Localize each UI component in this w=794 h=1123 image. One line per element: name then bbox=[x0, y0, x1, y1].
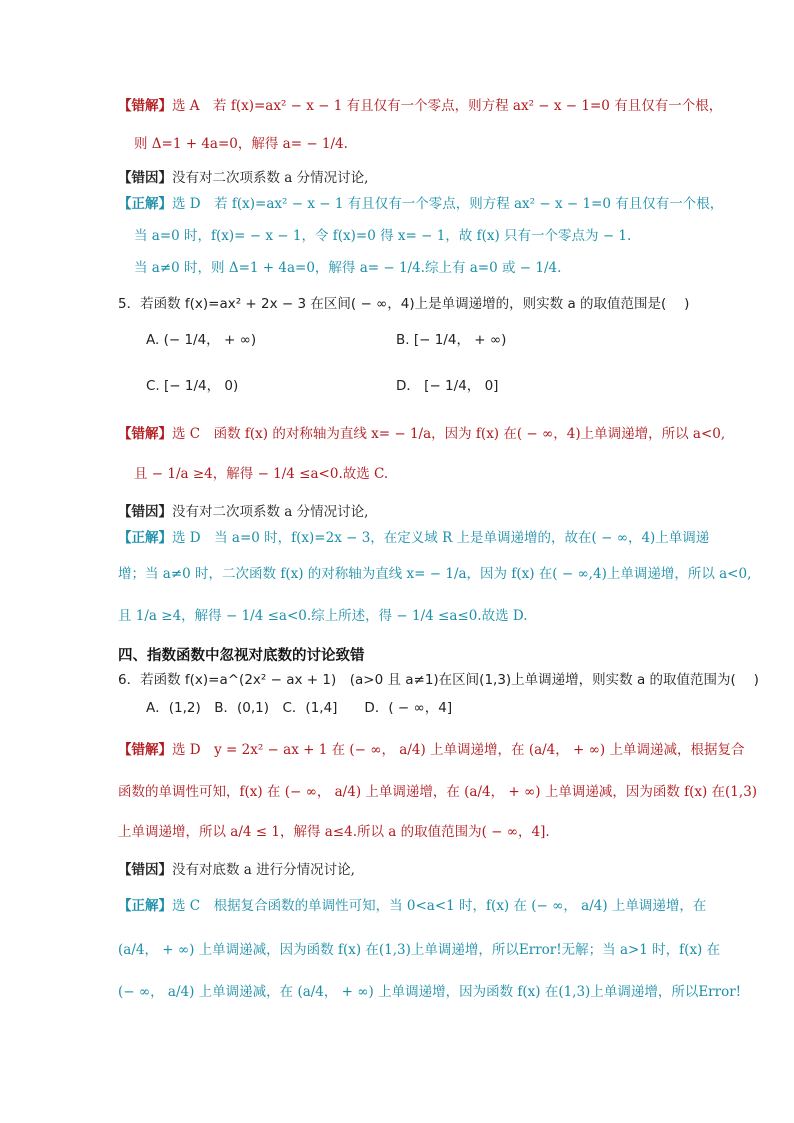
error-cause-tag: 【错因】 bbox=[118, 170, 172, 186]
section-heading: 四、指数函数中忽视对底数的讨论致错 bbox=[118, 648, 365, 664]
q6-wrong-line-1: 【错解】选 D y = 2x² − ax + 1 在 (− ∞， a/4) 上单调递增，在 (a/4， + ∞) 上单调递减，根据复合 bbox=[118, 742, 745, 758]
q5-wrong-line-1: 【错解】选 C 函数 f(x) 的对称轴为直线 x= − 1/a，因为 f(x) 在( − ∞，4)上单调递增，所以 a<0, bbox=[118, 426, 726, 442]
q6-wrong-line-3: 上单调递增，所以 a/4 ≤ 1，解得 a≤4.所以 a 的取值范围为( − ∞，4]. bbox=[118, 824, 550, 840]
q6-correct-line-1: 【正解】选 C 根据复合函数的单调性可知，当 0<a<1 时，f(x) 在 (− ∞， a/4) 上单调递增，在 bbox=[118, 898, 707, 914]
correct-solution-line-3: 当 a≠0 时，则 Δ=1 + 4a=0，解得 a= − 1/4.综上有 a=0 或 − 1/4. bbox=[134, 260, 562, 276]
question-5-stem: 5．若函数 f(x)=ax² + 2x − 3 在区间( − ∞，4)上是单调递增的，则实数 a 的取值范围是( ) bbox=[118, 296, 690, 312]
q5-option-d: D． [− 1/4， 0] bbox=[396, 378, 499, 394]
q5-option-a: A. (− 1/4， + ∞) bbox=[146, 332, 257, 348]
q5-option-c: C. [− 1/4， 0) bbox=[146, 378, 239, 394]
q5-wrong-tag: 【错解】 bbox=[118, 426, 172, 442]
q6-options: A．(1,2) B．(0,1) C．(1,4] D．( − ∞，4] bbox=[146, 700, 453, 716]
error-cause-line: 【错因】没有对二次项系数 a 分情况讨论, bbox=[118, 170, 369, 186]
correct-solution-tag: 【正解】 bbox=[118, 196, 172, 212]
correct-solution-line-2: 当 a=0 时，f(x)= − x − 1，令 f(x)=0 得 x= − 1，故 f(x) 只有一个零点为 − 1. bbox=[134, 228, 632, 244]
q6-correct-line-2: (a/4， + ∞) 上单调递减，因为函数 f(x) 在(1,3)上单调递增，所以Error!无解；当 a>1 时，f(x) 在 bbox=[118, 942, 721, 958]
q5-correct-tag: 【正解】 bbox=[118, 530, 172, 546]
correct-solution-line-1: 【正解】选 D 若 f(x)=ax² − x − 1 有且仅有一个零点，则方程 ax² − x − 1=0 有且仅有一个根， bbox=[118, 196, 724, 212]
q5-correct-line-2: 增；当 a≠0 时，二次函数 f(x) 的对称轴为直线 x= − 1/a，因为 f(x) 在( − ∞,4)上单调递增，所以 a<0, bbox=[118, 566, 752, 582]
q5-wrong-line-2: 且 − 1/a ≥4，解得 − 1/4 ≤a<0.故选 C. bbox=[134, 466, 389, 482]
wrong-solution-line-1: 【错解】选 A 若 f(x)=ax² − x − 1 有且仅有一个零点，则方程 ax² − x − 1=0 有且仅有一个根， bbox=[118, 98, 723, 114]
question-6-stem: 6．若函数 f(x)=a^(2x² − ax + 1) (a>0 且 a≠1)在区间(1,3)上单调递增，则实数 a 的取值范围为( ) bbox=[118, 672, 759, 688]
q6-wrong-line-2: 函数的单调性可知，f(x) 在 (− ∞， a/4) 上单调递增，在 (a/4， + ∞) 上单调递减，因为函数 f(x) 在(1,3) bbox=[118, 784, 758, 800]
wrong-solution-tag: 【错解】 bbox=[118, 98, 172, 114]
q5-cause-tag: 【错因】 bbox=[118, 504, 172, 520]
q5-correct-line-1: 【正解】选 D 当 a=0 时，f(x)=2x − 3，在定义域 R 上是单调递增的，故在( − ∞，4)上单调递 bbox=[118, 530, 710, 546]
q6-correct-tag: 【正解】 bbox=[118, 898, 172, 914]
q5-cause-line: 【错因】没有对二次项系数 a 分情况讨论, bbox=[118, 504, 369, 520]
q6-cause-line: 【错因】没有对底数 a 进行分情况讨论, bbox=[118, 862, 355, 878]
q5-option-b: B. [− 1/4， + ∞) bbox=[396, 332, 507, 348]
wrong-solution-line-2: 则 Δ=1 + 4a=0，解得 a= − 1/4. bbox=[134, 136, 348, 152]
q6-wrong-tag: 【错解】 bbox=[118, 742, 172, 758]
q5-correct-line-3: 且 1/a ≥4，解得 − 1/4 ≤a<0.综上所述，得 − 1/4 ≤a≤0.故选 D. bbox=[118, 608, 528, 624]
q6-correct-line-3: (− ∞， a/4) 上单调递减，在 (a/4， + ∞) 上单调递增，因为函数 f(x) 在(1,3)上单调递增，所以Error! bbox=[118, 984, 742, 1000]
q6-cause-tag: 【错因】 bbox=[118, 862, 172, 878]
